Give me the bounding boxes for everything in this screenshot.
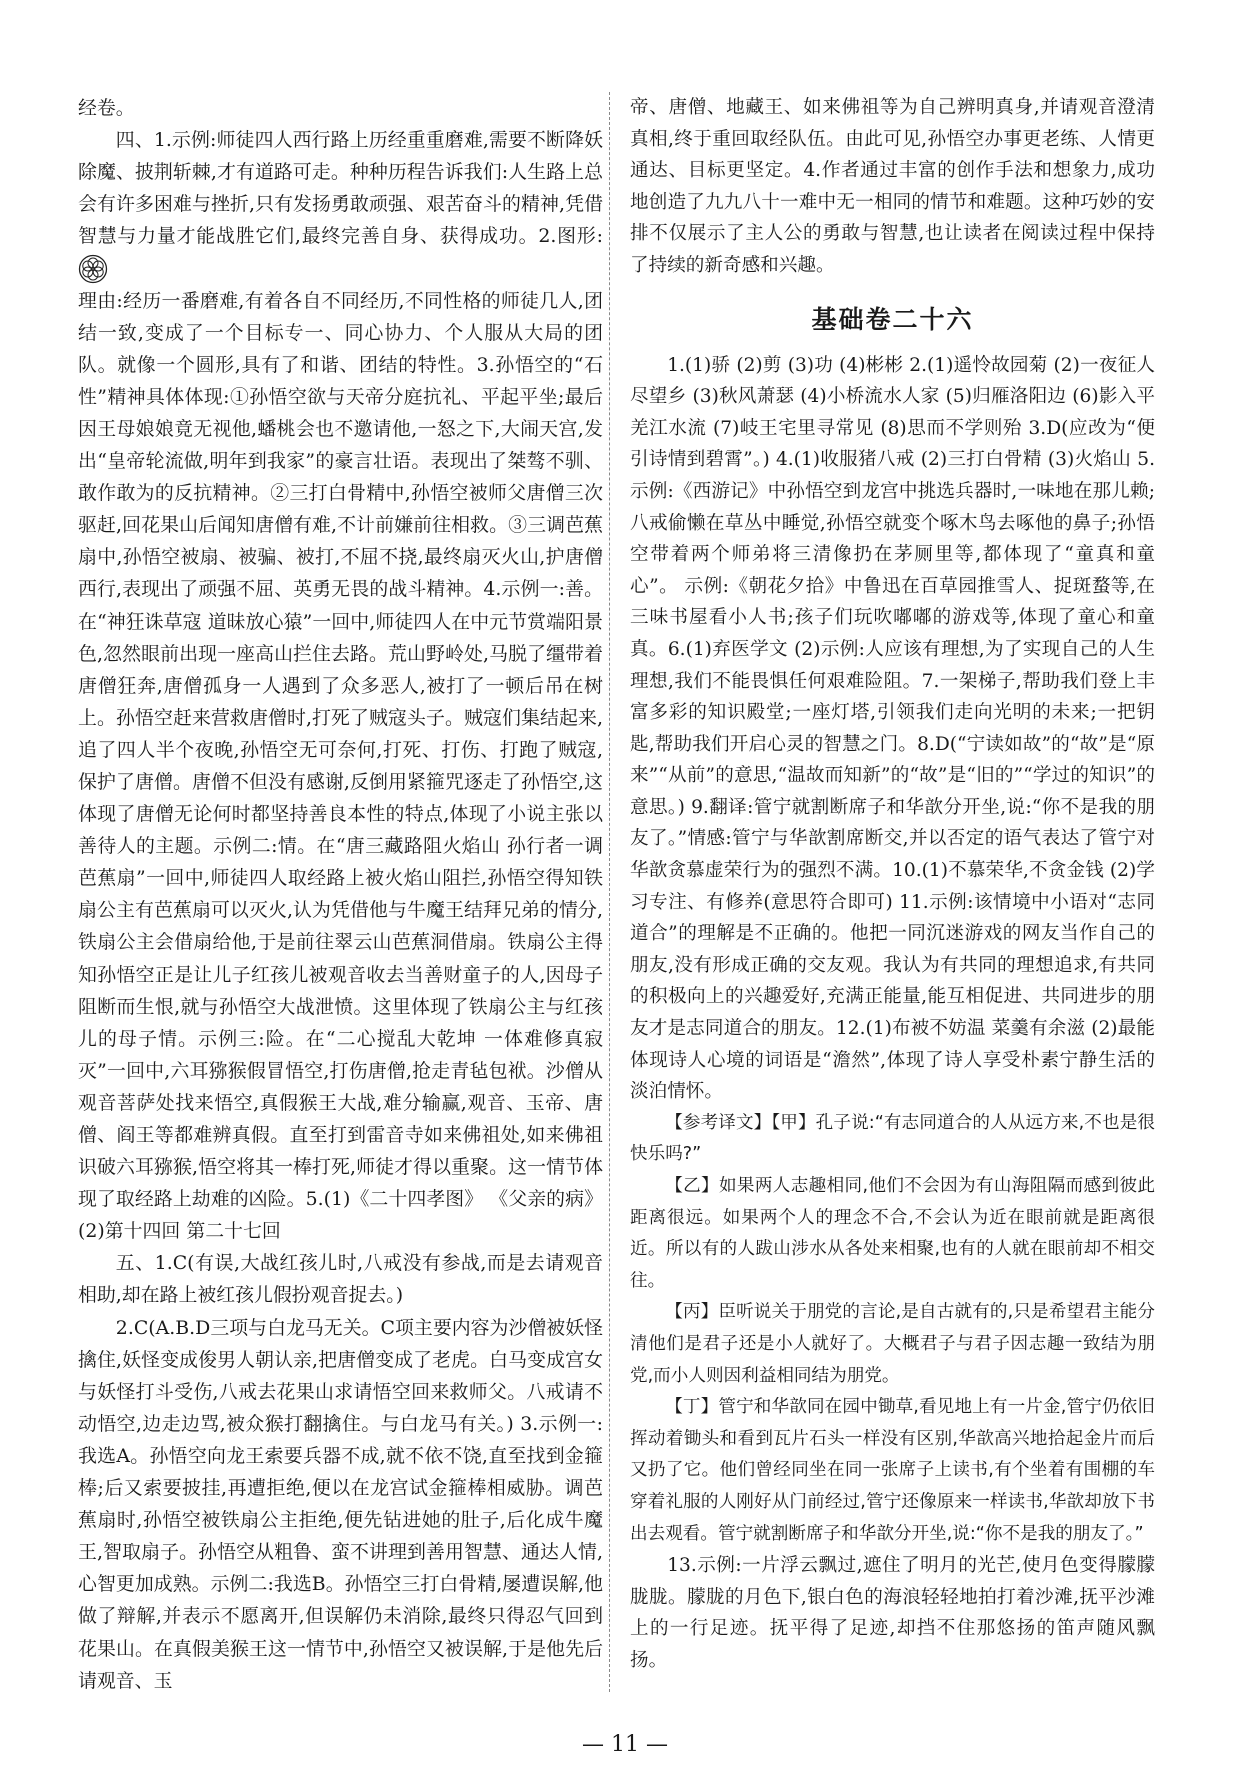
paragraph: 13.示例:一片浮云飘过,遮住了明月的光芒,使月色变得朦朦胧胧。朦胧的月色下,银白色的海浪轻轻地拍打着沙滩,抚平沙滩上的一行足迹。抚平得了足迹,却挡不住那悠扬的笛声随风飘扬。 (630, 1555, 1155, 1671)
translation-paragraph: 【丙】臣听说关于朋党的言论,是自古就有的,只是希望君主能分清他们是君子还是小人就好了。大概君子与君子因志趣一致结为朋党,而小人则因利益相同结为朋党。 (630, 1302, 1155, 1386)
paragraph: 理由:经历一番磨难,有着各自不同经历,不同性格的师徒几人,团结一致,变成了一个目标专一、同心协力、个人服从大局的团队。就像一个圆形,具有了和谐、团结的特性。3.孙悟空的“石性”精神具体体现:①孙悟空欲与天帝分庭抗礼、平起平坐;最后因王母娘娘竟无视他,蟠桃会也不邀请他,一怒之下,大闹天宫,发出“皇帝轮流做,明年到我家”的豪言壮语。表现出了桀骜不驯、敢作敢为的反抗精神。②三打白骨精中,孙悟空被师父唐僧三次驱赶,回花果山后闻知唐僧有难,不计前嫌前往相救。③三调芭蕉扇中,孙悟空被扇、被骗、被打,不屈不挠,最终扇灭火山,护唐僧西行,表现出了顽强不屈、英勇无畏的战斗精神。4.示例一:善。在“神狂诛草寇 道昧放心猿”一回中,师徒四人在中元节赏端阳景色,忽然眼前出现一座高山拦住去路。荒山野岭处,马脱了缰带着唐僧狂奔,唐僧孤身一人遇到了众多恶人,被打了一顿后吊在树上。孙悟空赶来营救唐僧时,打死了贼寇头子。贼寇们集结起来,追了四人半个夜晚,孙悟空无可奈何,打死、打伤、打跑了贼寇,保护了唐僧。唐僧不但没有感谢,反倒用紧箍咒逐走了孙悟空,这体现了唐僧无论何时都坚持善良本性的特点,体现了小说主张以善待人的主题。示例二:情。在“唐三藏路阻火焰山 孙行者一调芭蕉扇”一回中,师徒四人取经路上被火焰山阻拦,孙悟空得知铁扇公主有芭蕉扇可以灭火,认为凭借他与牛魔王结拜兄弟的情分,铁扇公主会借扇给他,于是前往翠云山芭蕉洞借扇。铁扇公主得知孙悟空正是让儿子红孩儿被观音收去当善财童子的人,因母子阻断而生恨,就与孙悟空大战泄愤。这里体现了铁扇公主与红孩儿的母子情。示例三:险。在“二心搅乱大乾坤 一体难修真寂灭”一回中,六耳猕猴假冒悟空,打伤唐僧,抢走青毡包袱。沙僧从观音菩萨处找来悟空,真假猴王大战,难分输赢,观音、玉帝、唐僧、阎王等都难辨真假。直至打到雷音寺如来佛祖处,如来佛祖识破六耳猕猴,悟空将其一棒打死,师徒才得以重聚。这一情节体现了取经路上劫难的凶险。5.(1)《二十四孝图》 《父亲的病》 (2)第十四回 第二十七回 (78, 289, 603, 1243)
paragraph: 2.C(A.B.D三项与白龙马无关。C项主要内容为沙僧被妖怪擒住,妖怪变成俊男人朝认亲,把唐僧变成了老虎。白马变成宫女与妖怪打斗受伤,八戒去花果山求请悟空回来救师父。八戒请不动悟空,边走边骂,被众猴打翻擒住。与白龙马有关。) 3.示例一:我选A。孙悟空向龙王索要兵器不成,就不依不饶,直至找到金箍棒;后又索要披挂,再遭拒绝,便以在龙宫试金箍棒相威胁。调芭蕉扇时,孙悟空被铁扇公主拒绝,便先钻进她的肚子,后化成牛魔王,智取扇子。孙悟空从粗鲁、蛮不讲理到善用智慧、通达人情,心智更加成熟。示例二:我选B。孙悟空三打白骨精,屡遭误解,他做了辩解,并表示不愿离开,但误解仍未消除,最终只得忍气回到花果山。在真假美猴王这一情节中,孙悟空又被误解,于是他先后请观音、玉 (78, 1316, 603, 1692)
right-column (630, 92, 1155, 1677)
translation-paragraph: 【乙】如果两人志趣相同,他们不会因为有山海阻隔而感到彼此距离很远。如果两个人的理念不合,不会认为近在眼前就是距离很近。所以有的人跋山涉水从各处来相聚,也有的人就在眼前却不相交往。 (630, 1176, 1155, 1291)
paragraph: 帝、唐僧、地藏王、如来佛祖等为自己辨明真身,并请观音澄清真相,终于重回取经队伍。由此可见,孙悟空办事更老练、人情更通达、目标更坚定。4.作者通过丰富的创作手法和想象力,成功地创造了九九八十一难中无一相同的情节和难题。这种巧妙的安排不仅展示了主人公的勇敢与智慧,也让读者在阅读过程中保持了持续的新奇感和兴趣。 (630, 97, 1155, 276)
section-title: 基础卷二十六 (811, 304, 974, 334)
translation-paragraph: 【丁】管宁和华歆同在园中锄草,看见地上有一片金,管宁仍依旧挥动着锄头和看到瓦片石头一样没有区别,华歆高兴地拾起金片而后又扔了它。他们曾经同坐在同一张席子上读书,有个坐着有围棚的车穿着礼服的人刚好从门前经过,管宁还像原来一样读书,华歆却放下书出去观看。管宁就割断席子和华歆分开坐,说:“你不是我的朋友了。” (630, 1397, 1155, 1544)
paragraph-text: 四、1.示例:师徒四人西行路上历经重重磨难,需要不断降妖除魔、披荆斩棘,才有道路可走。种种历程告诉我们:人生路上总会有许多困难与挫折,只有发扬勇敢顽强、艰苦奋斗的精神,凭借智慧与力量才能战胜它们,最终完善自身、获得成功。2.图形: (78, 129, 603, 248)
paragraph (78, 124, 603, 284)
paragraph: 五、1.C(有误,大战红孩儿时,八戒没有参战,而是去请观音相助,却在路上被红孩儿假扮观音捉去。) (78, 1252, 603, 1307)
flower-circle-icon (78, 254, 108, 284)
paragraph: 1.(1)骄 (2)剪 (3)功 (4)彬彬 2.(1)遥怜故园菊 (2)一夜征人尽望乡 (3)秋风萧瑟 (4)小桥流水人家 (5)归雁洛阳边 (6)影入平羌江水流 (7)岐王宅里寻常见 (8)思而不学则殆 3.D(应改为“便引诗情到碧霄”。) 4.(1)收服猪八戒 (2)三打白骨精 (3)火焰山 5.示例:《西游记》中孙悟空到龙宫中挑选兵器时,一味地在那儿赖;八戒偷懒在草丛中睡觉,孙悟空就变个啄木鸟去啄他的鼻子;孙悟空带着两个师弟将三清像扔在茅厕里等,都体现了“童真和童心”。 示例:《朝花夕拾》中鲁迅在百草园推雪人、捉斑蝥等,在三味书屋看小人书;孩子们玩吹嘟嘟的游戏等,体现了童心和童真。6.(1)弃医学文 (2)示例:人应该有理想,为了实现自己的人生理想,我们不能畏惧任何艰难险阻。7.一架梯子,帮助我们登上丰富多彩的知识殿堂;一座灯塔,引领我们走向光明的未来;一把钥匙,帮助我们开启心灵的智慧之门。8.D(“宁读如故”的“故”是“原来”“从前”的意思,“温故而知新”的“故”是“旧的”“学过的知识”的意思。) 9.翻译:管宁就割断席子和华歆分开坐,说:“你不是我的朋友了。”情感:管宁与华歆割席断交,并以否定的语气表达了管宁对华歆贪慕虚荣行为的强烈不满。10.(1)不慕荣华,不贪金钱 (2)学习专注、有修养(意思符合即可) 11.示例:该情境中小语对“志同道合”的理解是不正确的。他把一同沉迷游戏的网友当作自己的朋友,没有形成正确的交友观。我认为有共同的理想追求,有共同的积极向上的兴趣爱好,充满正能量,能互相促进、共同进步的朋友才是志同道合的朋友。12.(1)布被不妨温 菜羹有余滋 (2)最能体现诗人心境的词语是“澹然”,体现了诗人享受朴素宁静生活的淡泊情怀。 (630, 354, 1155, 1103)
translation-paragraph: 【参考译文】【甲】孔子说:“有志同道合的人从远方来,不也是很快乐吗?” (630, 1112, 1155, 1165)
paragraph: 经卷。 (78, 97, 135, 119)
column-divider (609, 92, 610, 1692)
left-column (78, 92, 603, 1697)
page-number: — 11 — (582, 1732, 668, 1757)
